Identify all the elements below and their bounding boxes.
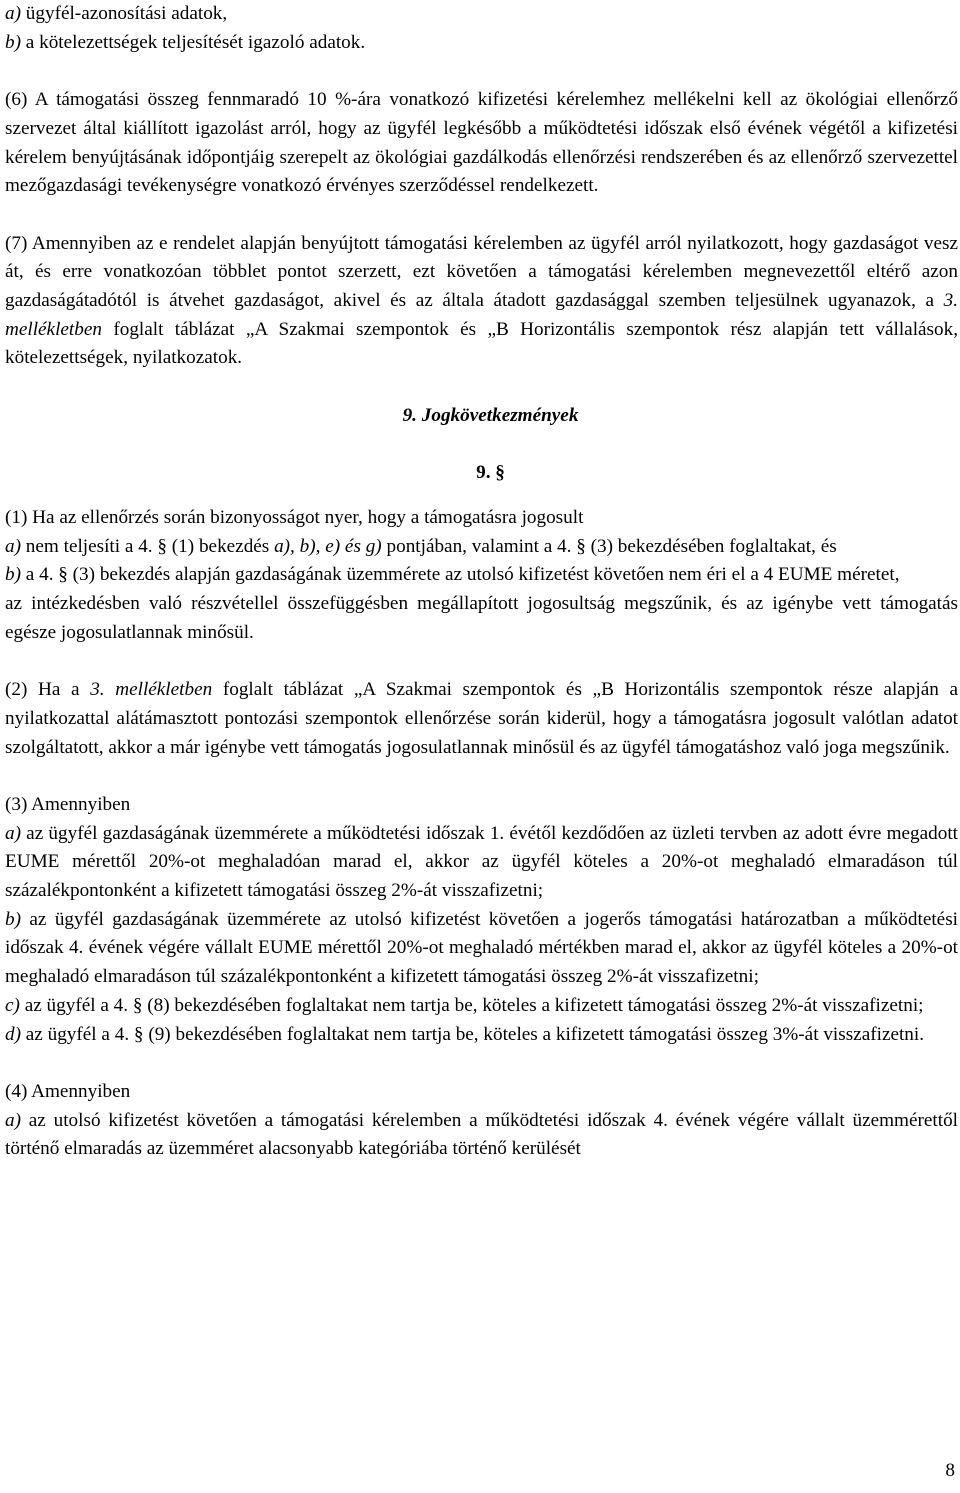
section-number: 9. §: [476, 462, 505, 484]
page-number: 8: [945, 1460, 955, 1481]
subsection-3-item-a: a) az ügyfél gazdaságának üzemmérete a működtetési időszak 1. évétől kezdődően az üzleti tervben az adott évre megadott EUME mérettől 20%-ot meghaladóan marad el, akkor az ügyfél köteles a 20%-ot meghaladó elmaradáson túl százalékpontonként a kifizetett támogatási összeg 2%-át visszafizetni;: [5, 822, 958, 901]
subsection-4-item-a: a) az utolsó kifizetést követően a támogatási kérelemben a működtetési időszak 4. évének végére vállalt üzemmérettől történő elmaradás az üzemméret alacsonyabb kategóriába történő kerülését: [5, 1109, 958, 1160]
subsection-3-intro: (3) Amennyiben: [5, 793, 131, 815]
list-item-b: [5, 29, 958, 58]
annex-reference: 3. mellékletben: [90, 679, 213, 701]
subsection-3-item-c: c) az ügyfél a 4. § (8) bekezdésében foglaltakat nem tartja be, köteles a kifizetett támogatási összeg 2%-át visszafizetni;: [5, 994, 924, 1016]
subsection-3-item-b: b) az ügyfél gazdaságának üzemmérete az utolsó kifizetést követően a jogerős támogatási határozatban a működtetési időszak 4. évének végére vállalt EUME mérettől 20%-ot meghaladó mértékben marad el, akkor az ügyfél köteles a 20%-ot meghaladó elmaradáson túl százalékpontonként a kifizetett támogatási összeg 2%-át visszafizetni;: [5, 908, 958, 988]
subsection-1-item-b: b) a 4. § (3) bekezdés alapján gazdaságának üzemmérete az utolsó kifizetést követően nem éri el a 4 EUME méretet,: [5, 564, 900, 586]
subsection-4-intro: (4) Amennyiben: [5, 1080, 131, 1102]
item-marker: b): [5, 31, 21, 53]
paragraph-7: (7) Amennyiben az e rendelet alapján benyújtott támogatási kérelemben az ügyfél arról nyilatkozott, hogy gazdaságot vesz át, és erre vonatkozóan többlet pontot szerzett, ezt követően a támogatási kérelemben megnevezettől eltérő azon gazdaságátadótól is átvehet gazdaságot, akivel és az általa átadott gazdasággal szemben teljesülnek ugyanazok, a 3. mellékletben foglalt táblázat „A Szakmai szempontok és „B Horizontális szempontok rész alapján tett vállalások, kötelezettségek, nyilatkozatok.: [5, 232, 958, 369]
item-marker: a): [5, 3, 21, 24]
list-item-a: [5, 0, 958, 29]
subsection-1-intro: (1) Ha az ellenőrzés során bizonyosságot nyer, hogy a támogatásra jogosult: [5, 506, 584, 528]
document-page: [5, 0, 958, 1164]
subsection-2: (2) Ha a 3. mellékletben foglalt táblázat „A Szakmai szempontok és „B Horizontális szempontok része alapján a nyilatkozattal alátámasztott pontozási szempontok ellenőrzése során kiderül, hogy a támogatásra jogosult valótlan adatot szolgáltatott, akkor a már igénybe vett támogatás jogosulatlannak minősül és az ügyfél támogatáshoz való joga megszűnik.: [5, 679, 958, 758]
item-text: a kötelezettségek teljesítését igazoló adatok.: [20, 31, 366, 53]
annex-reference: 3. mellékletben: [5, 290, 958, 340]
item-text: ügyfél-azonosítási adatok,: [20, 3, 228, 24]
subsection-1-tail: az intézkedésben való részvétellel összefüggésben megállapított jogosultság megszűnik, és az igénybe vett támogatás egésze jogosulatlannak minősül.: [5, 593, 958, 643]
subsection-3-item-d: d) az ügyfél a 4. § (9) bekezdésében foglaltakat nem tartja be, köteles a kifizetett támogatási összeg 3%-át visszafizetni.: [5, 1023, 925, 1045]
paragraph-6: (6) A támogatási összeg fennmaradó 10 %-ára vonatkozó kifizetési kérelemhez mellékelni kell az ökológiai ellenőrző szervezet által kiállított igazolást arról, hogy az ügyfél legkésőbb a működtetési időszak első évének végétől a kifizetési kérelem benyújtásának időpontjáig szerepelt az ökológiai gazdálkodás ellenőrzési rendszerében és az ellenőrző szervezettel mezőgazdasági tevékenységre vonatkozó érvényes szerződéssel rendelkezett.: [5, 89, 958, 197]
subsection-1-item-a: a) nem teljesíti a 4. § (1) bekezdés a), b), e) és g) pontjában, valamint a 4. § (3) bekezdésében foglaltakat, és: [5, 535, 837, 557]
chapter-heading: 9. Jogkövetkezmények: [402, 404, 579, 426]
